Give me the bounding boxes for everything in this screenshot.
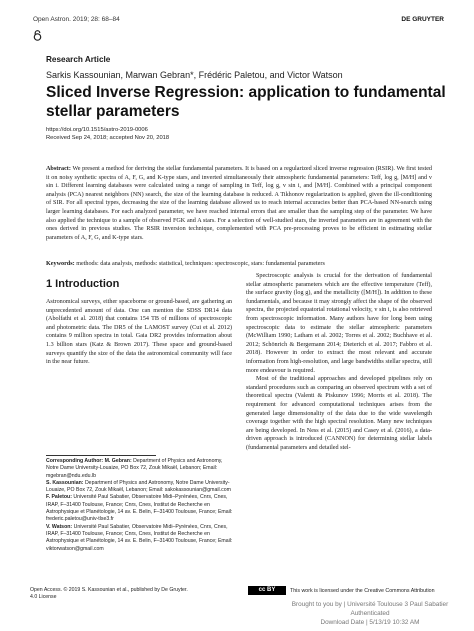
author-affiliations (46, 458, 234, 553)
publisher-name: DE GRUYTER (401, 16, 444, 23)
footnote-divider (46, 455, 156, 456)
doi-link[interactable]: https://doi.org/10.1515/astro-2019-0006 (46, 127, 148, 133)
abstract-text: We present a method for deriving the stellar fundamental parameters. It is based on a regularized sliced inverse regression (RSIR). We first tested it on noisy synthetic spectra of A, F, G, and K-type stars, and inverted simultaneously their atmospheric fundamental parameters: Teff, log g, [M/H] and v sin i. Different learning databases were calculated using a range of sampling in Teff, log g, v sin i, and [M/H]. Combined with a principal component analysis (PCA) nearest neighbors (NN) search, the size of the learning database is reduced. A Tikhonov regularization is applied, given the ill-conditioning of SIR. For all spectral types, decreasing the size of the learning database allowed us to reach internal accuracies better than PCA-based NN-search using larger learning databases. For each analyzed parameter, we have reached internal errors that are smaller than the sampling step of the parameter. We have also applied the technique to a sample of observed FGK and A stars. For a selection of well-studied stars, the inverted parameters are in agreement with the ones derived in previous studies. The RSIR inversion technique, complemented with PCA pre-processing proves to be efficient in estimating stellar parameters of A, F, G, and K-type stars. (46, 166, 432, 241)
affiliation-note: V. Watson: Université Paul Sabatier, Observatoire Midi–Pyrénées, Cnrs, Cnes, IRAP, F–31400 Toulouse, France; Cnrs, Cnes, Institut de Recherche en Astrophysique et Planétologie, 14 av. E. Belin, F–31400 Toulouse, France; Email: viktorwatson@gmail.com (46, 523, 233, 552)
author-list: Sarkis Kassounian, Marwan Gebran*, Frédéric Paletou, and Victor Watson (46, 70, 343, 80)
keywords (46, 261, 432, 267)
license-text: This work is licensed under the Creative Commons Attribution (290, 588, 435, 594)
right-column (246, 272, 432, 452)
affiliation-note: S. Kassounian: Department of Physics and Astronomy, Notre Dame University-Louaize, PO Box 72, Zouk Mikaël, Lebanon; Email: sakokassounian@gmail.com (46, 479, 231, 494)
paragraph: Most of the traditional approaches and developed pipelines rely on standard procedures such as comparing an observed spectrum with a set of theoretical spectra (Valenti & Piskunov 1996; Morris et al. 2018). The requirement for advanced computational techniques arises from the generated large dimensionality of the data due to the wide wavelength coverage together with the high spectral resolution. Many new techniques are being developed. In Ness et al. (2015) and Casey et al. (2016), a data-driven approach is introduced (CANNON) for determining stellar labels (fundamental parameters and detailed stel- (246, 376, 432, 451)
cc-by-license-icon: cc BY (248, 586, 286, 595)
section-heading-introduction: 1 Introduction (46, 278, 120, 290)
keywords-label: Keywords: (46, 261, 75, 267)
affiliation-note: F. Paletou: Université Paul Sabatier, Observatoire Midi–Pyrénées, Cnrs, Cnes, IRAP, F–31400 Toulouse, France; Cnrs, Cnes, Institut de Recherche en Astrophysique et Planétologie, 14 av. E. Belin, F–31400 Toulouse, France; Email: frederic.paletou@univ-tlse3.fr (46, 494, 233, 523)
paragraph: Spectroscopic analysis is crucial for the derivation of fundamental stellar atmospheric parameters which are the effective temperature (Teff), the surface gravity (log g), and the metallicity ([M/H]). In addition to these fundamentals, and because it may strongly affect the shape of the observed spectra, the projected equatorial rotational velocity, v sin i, is also retrieved from spectroscopic information. Many authors have for long been using spectroscopic data to estimate the stellar atmospheric parameters (McWilliam 1990; Latham et al. 2002; Torres et al. 2002; Buchhave et al. 2012; Schönrich & Bergemann 2014; Dieterich et al. 2017; Fabbro et al. 2018). However in order to extract the most relevant and accurate information from high-resolution, and large bandwidths stellar spectra, still more endeavour is required. (246, 273, 432, 374)
article-type: Research Article (46, 55, 111, 64)
keywords-text: methods: data analysis, methods: statistical, techniques: spectroscopic, stars: fundamental parameters (76, 261, 325, 267)
abstract-label: Abstract: (46, 166, 71, 172)
open-access-icon (33, 30, 42, 41)
download-info-date: Download Date | 5/13/19 10:32 AM (320, 619, 420, 626)
copyright-notice (30, 587, 188, 601)
left-column (46, 298, 232, 367)
abstract (46, 165, 432, 242)
article-title: Sliced Inverse Regression: application to fundamental stellar parameters (46, 84, 446, 120)
affiliation-note: Corresponding Author: M. Gebran: Department of Physics and Astronomy, Notre Dame University-Louaize, PO Box 72, Zouk Mikaël, Lebanon; Email: mgebran@ndu.edu.lb (46, 458, 223, 479)
received-date: Received Sep 24, 2018; accepted Nov 20, 2018 (46, 135, 170, 141)
download-info-auth: Authenticated (350, 610, 390, 617)
journal-citation: Open Astron. 2019; 28: 68–84 (33, 16, 120, 23)
download-info-source: Brought to you by | Université Toulouse 3 Paul Sabatier (291, 601, 449, 608)
copyright-line: Open Access. © 2019 S. Kassounian et al., published by De Gruyter. (30, 587, 188, 593)
license-type: 4.0 License (30, 594, 57, 601)
paragraph: Astronomical surveys, either spaceborne or ground-based, are gathering an unprecedented amount of data. One can mention the SDSS DR14 data (Abolfathi et al. 2018) that contains 154 TB of millions of spectroscopic and photometric data. The DR5 of the LAMOST survey (Cui et al. 2012) contains 9 million spectra in total. Gaia DR2 provides information about 1.3 billion stars (Katz & Brown 2017). These space and ground-based surveys quantify the size of the data the astronomical community will face in the near future. (46, 299, 232, 366)
